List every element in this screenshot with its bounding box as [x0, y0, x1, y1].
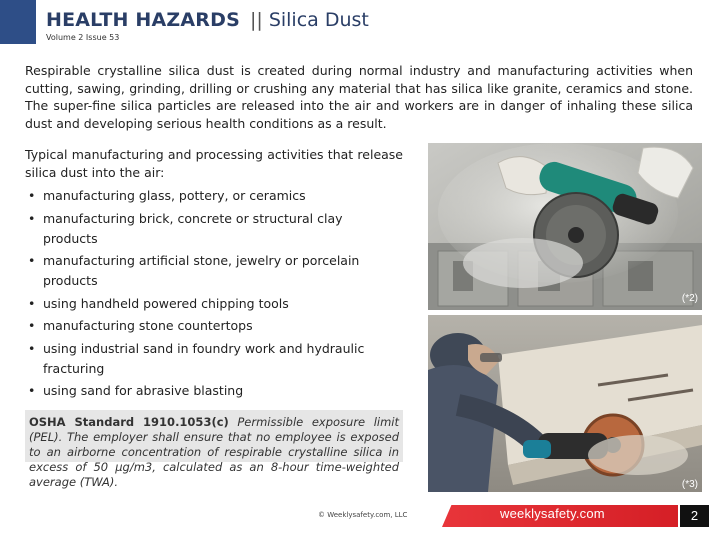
list-item: • manufacturing artificial stone, jewelry or porcelain products: [25, 251, 385, 291]
list-item: • using industrial sand in foundry work and hydraulic fracturing: [25, 339, 385, 379]
photo-credit: (*3): [681, 479, 698, 490]
activities-list: [25, 186, 385, 404]
grinder-cutting-photo: [428, 143, 702, 310]
copyright-notice: © Weeklysafety.com, LLC: [318, 511, 408, 519]
list-item: • using sand for abrasive blasting: [25, 381, 385, 401]
activities-lead: Typical manufacturing and processing activities that release silica dust into the air:: [25, 147, 403, 180]
header-accent-bar: [0, 0, 36, 44]
list-item: • manufacturing glass, pottery, or ceramics: [25, 186, 385, 206]
osha-standard-box: [25, 410, 403, 489]
osha-standard-text: Permissible exposure limit (PEL). The employer shall ensure that no employee is exposed to an airborne concentration of respirable crystalline silica in excess of 50 µg/m3, calculated as an 8-hour time-weighted average (TWA).: [29, 415, 399, 489]
page-number: 2: [680, 505, 709, 527]
osha-standard-id: OSHA Standard 1910.1053(c): [29, 415, 229, 429]
intro-paragraph: Respirable crystalline silica dust is created during normal industry and manufacturing activities when cutting, sawing, grinding, drilling or crushing any material that has silica like granite, ceramics and stone. The super-fine silica particles are released into the air and workers are in danger of inhaling these silica dust and developing serious health conditions as a result.: [25, 63, 693, 131]
title-separator: ||: [250, 9, 263, 31]
list-item: • manufacturing brick, concrete or structural clay products: [25, 209, 385, 249]
page-title: [46, 8, 369, 32]
list-item: • manufacturing stone countertops: [25, 316, 385, 336]
brand-link[interactable]: weeklysafety.com: [500, 506, 605, 521]
title-subtitle: Silica Dust: [268, 9, 369, 31]
photo-credit: (*2): [681, 293, 698, 304]
volume-issue: Volume 2 Issue 53: [46, 33, 120, 42]
list-item: • using handheld powered chipping tools: [25, 294, 385, 314]
title-main: HEALTH HAZARDS: [46, 9, 240, 31]
worker-grinding-photo: [428, 315, 702, 492]
